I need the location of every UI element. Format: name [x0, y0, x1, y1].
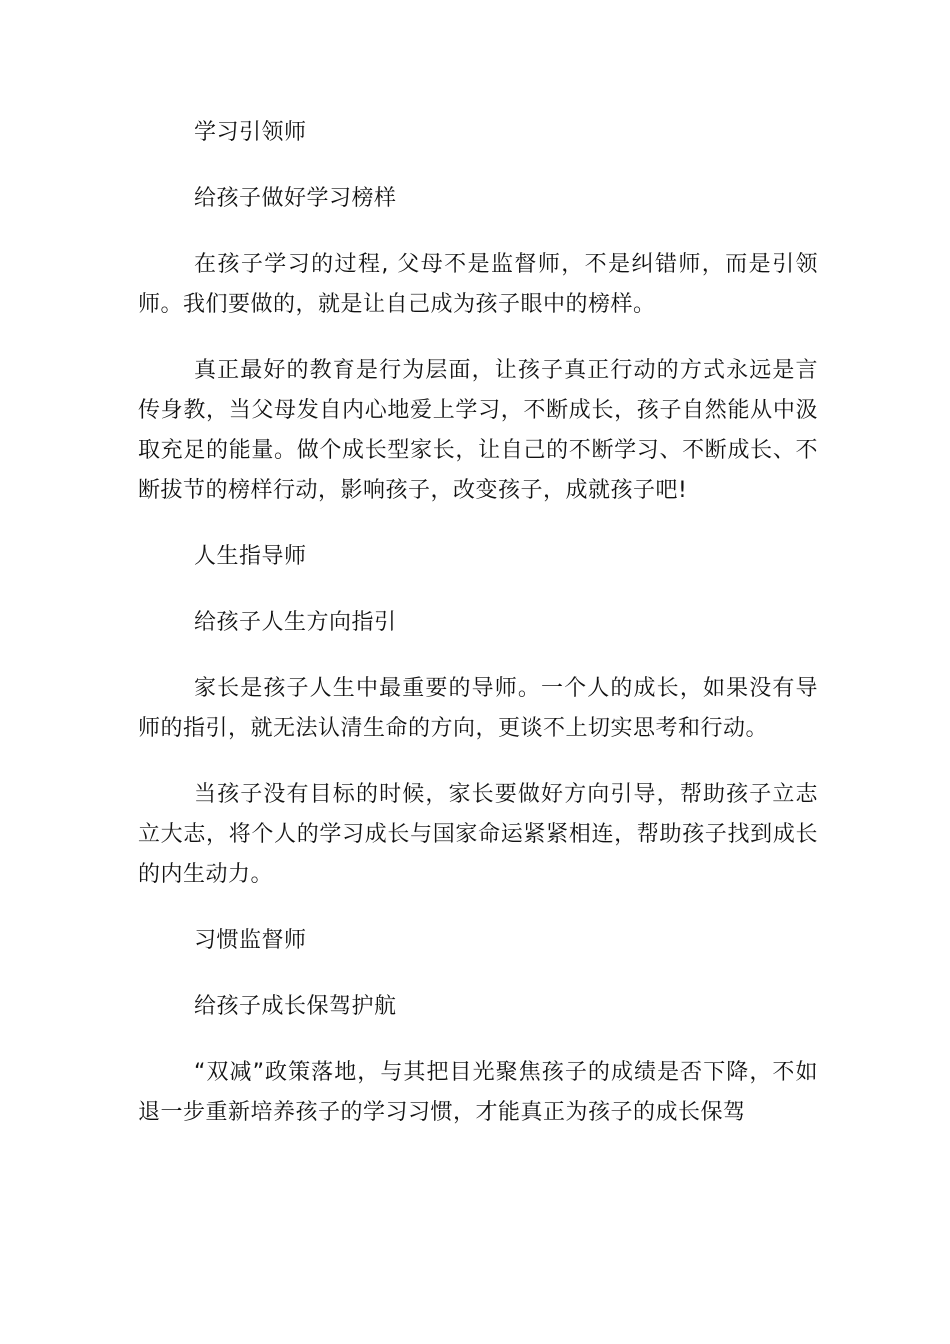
section-title: 学习引领师	[194, 120, 307, 145]
document-body	[138, 113, 818, 1159]
paragraph: “双减”政策落地，与其把目光聚焦孩子的成绩是否下降，不如退一步重新培养孩子的学习习惯，才能真正为孩子的成长保驾	[138, 1060, 818, 1125]
paragraph: 家长是孩子人生中最重要的导师。一个人的成长，如果没有导师的指引，就无法认清生命的方向，更谈不上切实思考和行动。	[138, 676, 818, 741]
section-subtitle: 给孩子人生方向指引	[194, 610, 397, 635]
paragraph: 真正最好的教育是行为层面，让孩子真正行动的方式永远是言传身教，当父母发自内心地爱上学习，不断成长，孩子自然能从中汲取充足的能量。做个成长型家长，让自己的不断学习、不断成长、不断拔节的榜样行动，影响孩子，改变孩子，成就孩子吧!	[138, 358, 818, 503]
paragraph: 当孩子没有目标的时候，家长要做好方向引导，帮助孩子立志立大志，将个人的学习成长与国家命运紧紧相连，帮助孩子找到成长的内生动力。	[138, 782, 818, 887]
section-title: 人生指导师	[194, 544, 307, 569]
section-subtitle: 给孩子成长保驾护航	[194, 994, 397, 1019]
paragraph: 在孩子学习的过程, 父母不是监督师，不是纠错师，而是引领师。我们要做的，就是让自己成为孩子眼中的榜样。	[138, 252, 818, 317]
section-subtitle: 给孩子做好学习榜样	[194, 186, 397, 211]
section-title: 习惯监督师	[194, 928, 307, 953]
